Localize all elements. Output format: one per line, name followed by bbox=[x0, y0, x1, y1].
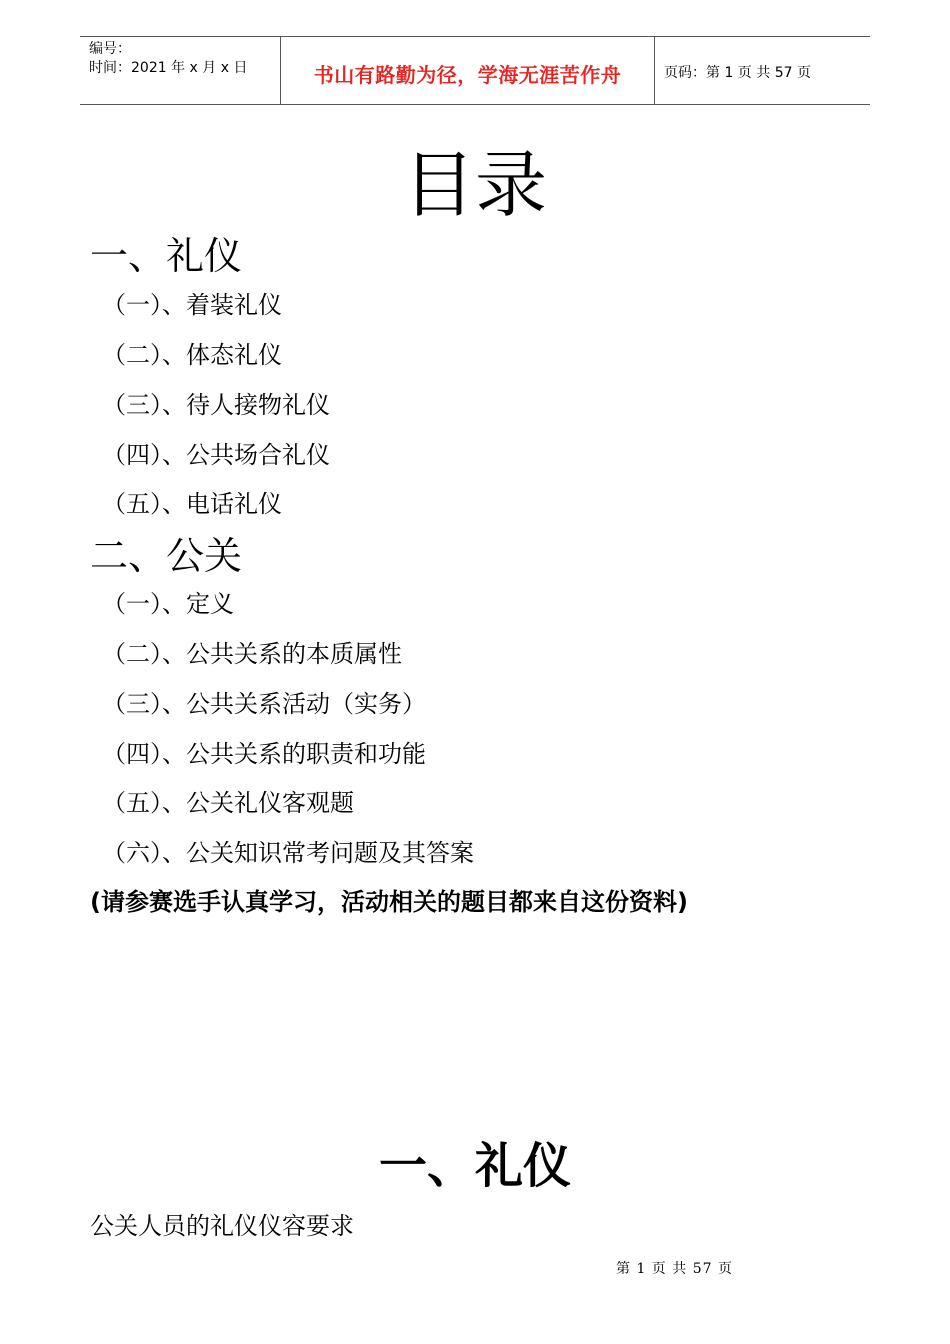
toc-item: （五）、公关礼仪客观题 bbox=[102, 789, 354, 817]
study-note: (请参赛选手认真学习，活动相关的题目都来自这份资料) bbox=[90, 888, 688, 916]
toc-item: （三）、公共关系活动（实务） bbox=[102, 690, 426, 718]
page-code: 页码：第 1 页 共 57 页 bbox=[664, 65, 811, 81]
toc-item: （一）、定义 bbox=[102, 590, 234, 618]
intro-text: 公关人员的礼仪仪容要求 bbox=[90, 1212, 354, 1240]
toc-item: （四）、公共场合礼仪 bbox=[102, 441, 330, 469]
toc-item: （五）、电话礼仪 bbox=[102, 490, 282, 518]
toc-item: （四）、公共关系的职责和功能 bbox=[102, 740, 426, 768]
toc-item: （六）、公关知识常考问题及其答案 bbox=[102, 839, 474, 867]
time-label: 时间：2021 年 x 月 x 日 bbox=[89, 60, 248, 76]
toc-item: （三）、待人接物礼仪 bbox=[102, 391, 330, 419]
toc-title: 目录 bbox=[402, 143, 547, 227]
chapter-title: 一、礼仪 bbox=[378, 1138, 571, 1194]
page-header bbox=[80, 36, 870, 105]
toc-item: （一）、着装礼仪 bbox=[102, 291, 282, 319]
toc-item: （二）、体态礼仪 bbox=[102, 341, 282, 369]
header-motto-cell bbox=[281, 37, 655, 104]
page-footer: 第 1 页 共 57 页 bbox=[616, 1261, 733, 1277]
motto: 书山有路勤为径，学海无涯苦作舟 bbox=[313, 63, 622, 87]
toc-section-2-title: 二、公关 bbox=[90, 534, 243, 578]
toc-item: （二）、公共关系的本质属性 bbox=[102, 640, 402, 668]
number-label: 编号： bbox=[89, 41, 131, 57]
header-page-cell bbox=[655, 37, 870, 104]
header-meta-cell bbox=[80, 37, 281, 104]
toc-section-1-title: 一、礼仪 bbox=[90, 234, 243, 278]
